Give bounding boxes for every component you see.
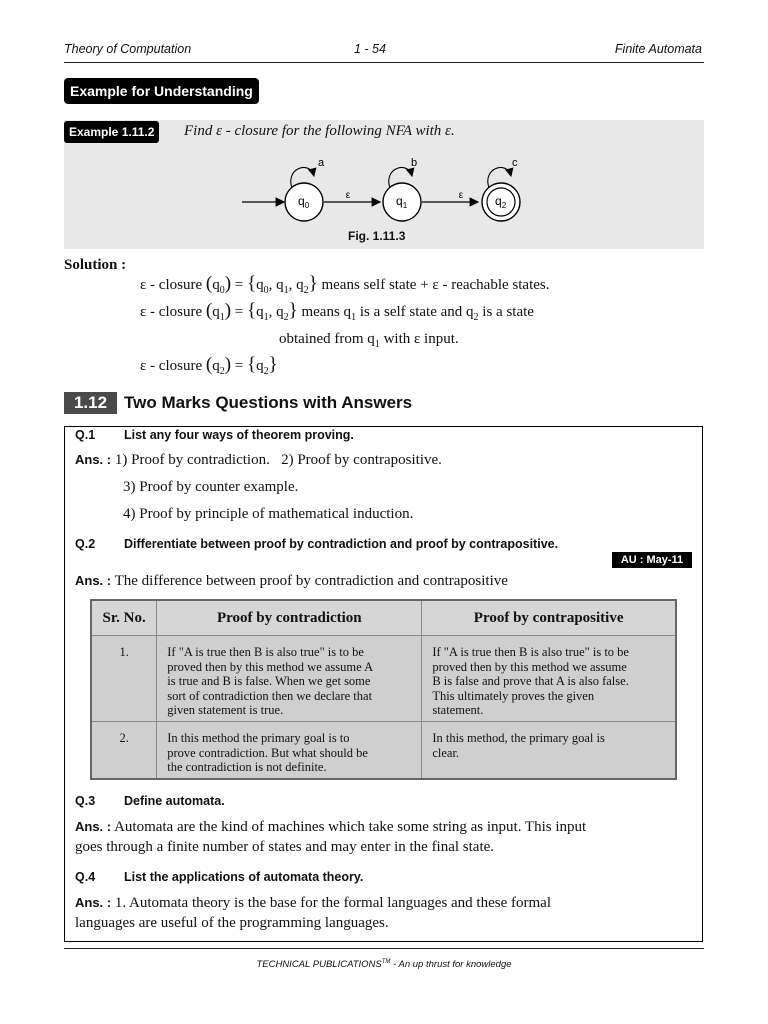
table-row — [91, 636, 676, 722]
header-chapter-title: Finite Automata — [614, 42, 702, 56]
page-header — [64, 42, 704, 60]
q3-answer-line-1: Ans. : Automata are the kind of machines which take some string as input. This input — [75, 819, 587, 835]
q4-answer-line-1: Ans. : 1. Automata theory is the base for the formal languages and these formal — [75, 895, 551, 911]
page-footer — [64, 959, 704, 970]
q1-answer-line-3: 4) Proof by principle of mathematical induction. — [123, 506, 414, 522]
q2-number: Q.2 — [75, 537, 96, 551]
table-cell-no: 1. — [91, 636, 157, 722]
self-loop-label-a: a — [318, 157, 325, 169]
solution-line-2-continued: obtained from $q_1$ with ε input. — [279, 331, 459, 350]
solution-title: Solution : — [64, 257, 127, 273]
table-cell-contrapositive: If "A is true then B is also true" is to be proved then by this method we assume B is false and prove that A is also false. This ultimately proves the given statement. — [422, 636, 676, 722]
footer-rule — [64, 948, 704, 949]
q3-answer-line-2: goes through a finite number of states and may enter in the final state. — [75, 839, 495, 855]
table-cell-contrapositive: In this method, the primary goal is clear. — [422, 722, 676, 779]
q4-text: List the applications of automata theory. — [124, 870, 364, 884]
svg-text:q0: $q_0$ — [298, 194, 310, 210]
state-q2-final — [482, 157, 520, 221]
self-loop-label-b: b — [411, 157, 418, 169]
exam-tag-badge: AU : May-11 — [612, 552, 692, 568]
table-cell-contradiction: If "A is true then B is also true" is to be proved then by this method we assume A is true and B is false. When we get some sort of contradiction then we declare that given statement is true. — [157, 636, 422, 722]
svg-text:q1: $q_1$ — [396, 194, 408, 210]
table-header-contrapositive: Proof by contrapositive — [422, 600, 676, 636]
solution-line-3: ε - closure $(q_2) = \{q_2\}$ — [140, 354, 278, 377]
state-q0 — [285, 157, 325, 221]
header-page-number: 1 - 54 — [354, 42, 386, 56]
q1-number: Q.1 — [75, 428, 96, 442]
table-cell-no: 2. — [91, 722, 157, 779]
svg-text:q2: $q_2$ — [495, 194, 507, 210]
q3-text: Define automata. — [124, 794, 225, 808]
understanding-label: Example for Understanding — [64, 78, 259, 104]
q2-answer: Ans. : The difference between proof by contradiction and contrapositive — [75, 573, 508, 589]
table-header-row — [91, 600, 676, 636]
q2-text: Differentiate between proof by contradiction and proof by contrapositive. — [124, 537, 559, 551]
self-loop-label-c: c — [512, 157, 518, 169]
q4-answer-line-2: languages are useful of the programming languages. — [75, 915, 389, 931]
table-header-srno: Sr. No. — [91, 600, 157, 636]
state-q1 — [383, 157, 421, 221]
solution-line-2: ε - closure $(q_1) = \{q_1$, $q_2$} means $q_1$ is a self state and $q_2$ is a state — [140, 300, 534, 323]
footer-trademark: TM — [381, 959, 391, 965]
solution-line-1: ε - closure $(q_0) = \{q_0$, $q_1$, $q_2$} means self state + ε - reachable states. — [140, 273, 550, 296]
table-cell-contradiction: In this method the primary goal is to prove contradiction. But what should be the contradiction is not definite. — [157, 722, 422, 779]
header-book-title: Theory of Computation — [64, 42, 192, 56]
footer-tagline: - An up thrust for knowledge — [390, 959, 512, 971]
q4-number: Q.4 — [75, 870, 96, 884]
q3-number: Q.3 — [75, 794, 96, 808]
q1-answer-line-2: 3) Proof by counter example. — [123, 479, 299, 495]
nfa-diagram — [230, 150, 550, 230]
section-title: Two Marks Questions with Answers — [124, 393, 413, 412]
table-header-contradiction: Proof by contradiction — [157, 600, 422, 636]
q1-answer-line-1: Ans. : 1) Proof by contradiction. 2) Proof by contrapositive. — [75, 452, 442, 468]
comparison-table — [90, 599, 677, 780]
footer-publisher: TECHNICAL PUBLICATIONS — [256, 959, 382, 971]
example-question: Find ε - closure for the following NFA with ε. — [184, 123, 455, 139]
q1-text: List any four ways of theorem proving. — [124, 428, 354, 442]
header-rule — [64, 62, 704, 63]
example-badge: Example 1.11.2 — [64, 121, 159, 143]
section-number: 1.12 — [64, 392, 117, 414]
table-row — [91, 722, 676, 779]
figure-caption: Fig. 1.11.3 — [348, 229, 406, 243]
transition-label-2: ε — [458, 190, 464, 201]
transition-label-1: ε — [345, 190, 351, 201]
